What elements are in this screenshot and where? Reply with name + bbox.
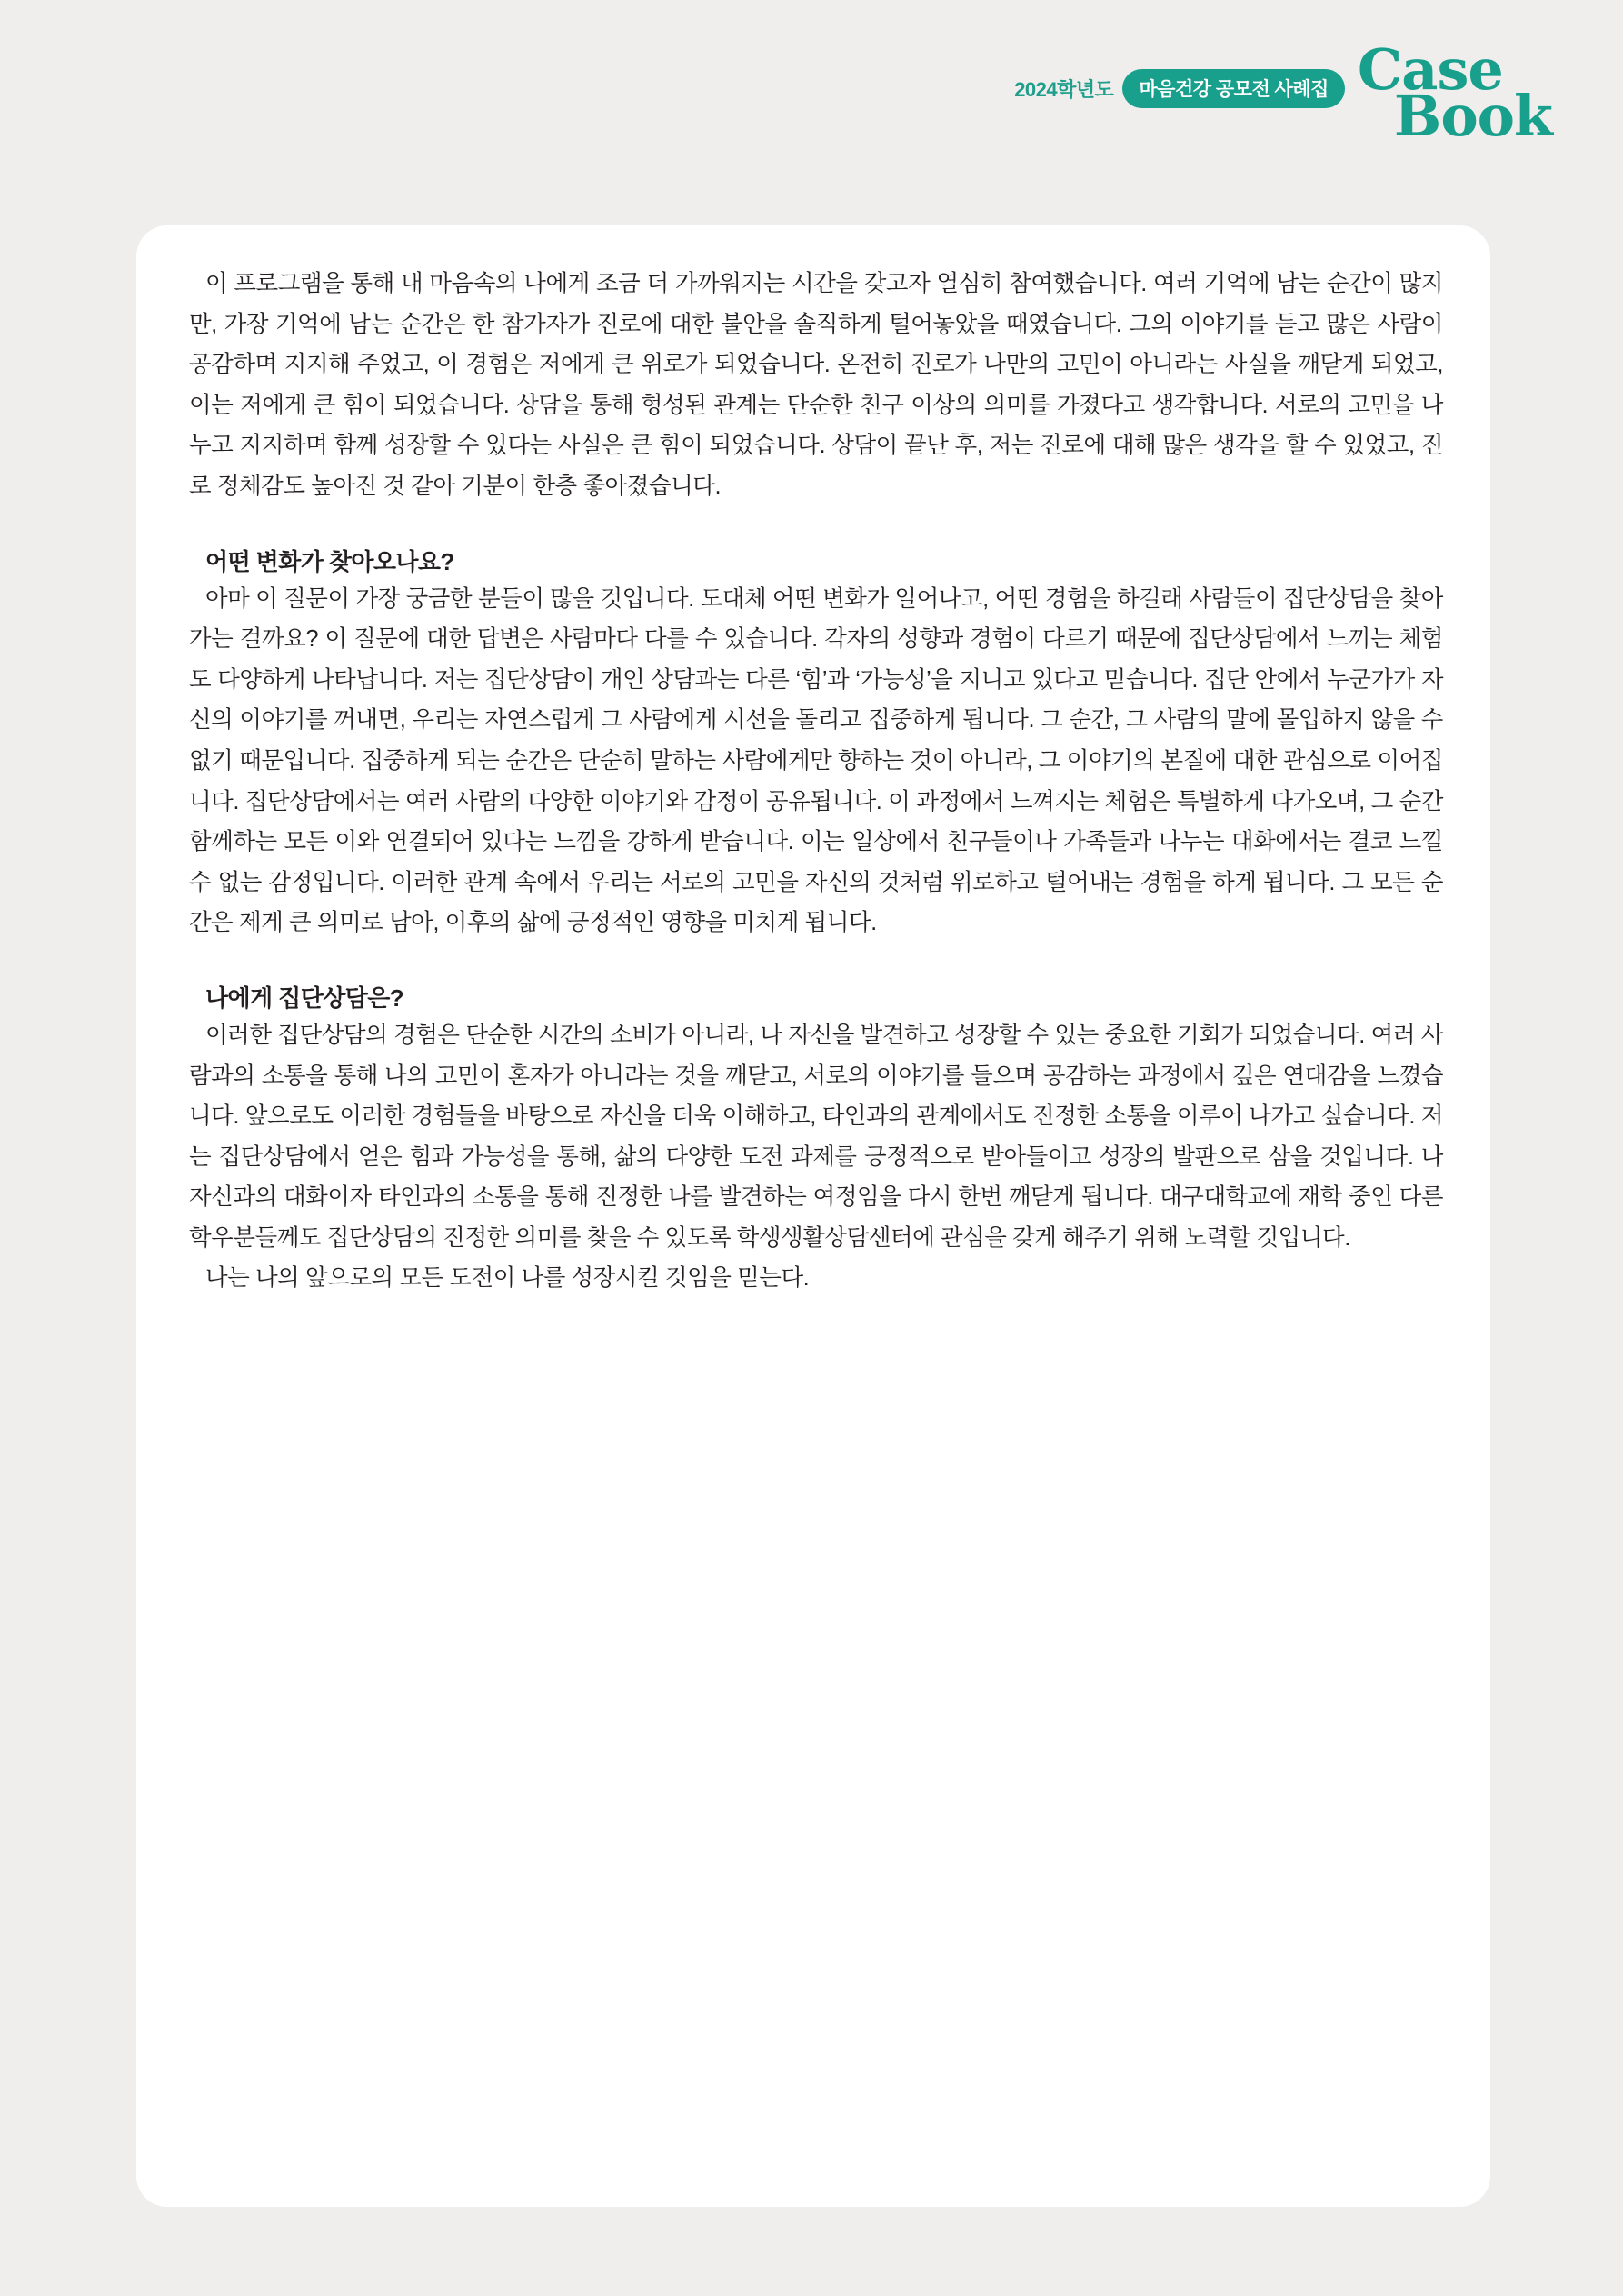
brand-year-label: 2024학년도 [1014, 77, 1114, 101]
casebook-brand-header [1014, 36, 1552, 150]
document-content [189, 264, 1443, 1299]
section-paragraph-change: 아마 이 질문이 가장 궁금한 분들이 많을 것입니다. 도대체 어떤 변화가 일어나고, 어떤 경험을 하길래 사람들이 집단상담을 찾아가는 걸까요? 이 질문에 대한 답변은 사람마다 다를 수 있습니다. 각자의 성향과 경험이 다르기 때문에 집단상담에서 느끼는 체험도 다양하게 나타납니다. 저는 집단상담이 개인 상담과는 다른 ‘힘’과 ‘가능성’을 지니고 있다고 믿습니다. 집단 안에서 누군가가 자신의 이야기를 꺼내면, 우리는 자연스럽게 그 사람에게 시선을 돌리고 집중하게 됩니다. 그 순간, 그 사람의 말에 몰입하지 않을 수 없기 때문입니다. 집중하게 되는 순간은 단순히 말하는 사람에게만 향하는 것이 아니라, 그 이야기의 본질에 대한 관심으로 이어집니다. 집단상담에서는 여러 사람의 다양한 이야기와 감정이 공유됩니다. 이 과정에서 느껴지는 체험은 특별하게 다가오며, 그 순간 함께하는 모든 이와 연결되어 있다는 느낌을 강하게 받습니다. 이는 일상에서 친구들이나 가족들과 나누는 대화에서는 결코 느낄 수 없는 감정입니다. 이러한 관계 속에서 우리는 서로의 고민을 자신의 것처럼 위로하고 털어내는 경험을 하게 됩니다. 그 모든 순간은 제게 큰 의미로 남아, 이후의 삶에 긍정적인 영향을 미치게 됩니다. [189, 585, 1443, 936]
section-title-meaning: 나에게 집단상담은? [205, 983, 404, 1012]
brand-tagline-group [1014, 69, 1345, 117]
intro-paragraph: 이 프로그램을 통해 내 마음속의 나에게 조금 더 가까워지는 시간을 갖고자 열심히 참여했습니다. 여러 기억에 남는 순간이 많지만, 가장 기억에 남는 순간은 한 참가자가 진로에 대한 불안을 솔직하게 털어놓았을 때였습니다. 그의 이야기를 듣고 많은 사람이 공감하며 지지해 주었고, 이 경험은 저에게 큰 위로가 되었습니다. 온전히 진로가 나만의 고민이 아니라는 사실을 깨닫게 되었고, 이는 저에게 큰 힘이 되었습니다. 상담을 통해 형성된 관계는 단순한 친구 이상의 의미를 가졌다고 생각합니다. 서로의 고민을 나누고 지지하며 함께 성장할 수 있다는 사실은 큰 힘이 되었습니다. 상담이 끝난 후, 저는 진로에 대해 많은 생각을 할 수 있었고, 진로 정체감도 높아진 것 같아 기분이 한층 좋아졌습니다. [189, 271, 1443, 499]
brand-tagline [1014, 69, 1345, 108]
section-paragraph-meaning: 이러한 집단상담의 경험은 단순한 시간의 소비가 아니라, 나 자신을 발견하고 성장할 수 있는 중요한 기회가 되었습니다. 여러 사람과의 소통을 통해 나의 고민이 혼자가 아니라는 것을 깨닫고, 서로의 이야기를 들으며 공감하는 과정에서 깊은 연대감을 느꼈습니다. 앞으로도 이러한 경험들을 바탕으로 자신을 더욱 이해하고, 타인과의 관계에서도 진정한 소통을 이루어 나가고 싶습니다. 저는 집단상담에서 얻은 힘과 가능성을 통해, 삶의 다양한 도전 과제를 긍정적으로 받아들이고 성장의 발판으로 삼을 것입니다. 나 자신과의 대화이자 타인과의 소통을 통해 진정한 나를 발견하는 여정임을 다시 한번 깨닫게 됩니다. 대구대학교에 재학 중인 다른 학우분들께도 집단상담의 진정한 의미를 찾을 수 있도록 학생생활상담센터에 관심을 갖게 해주기 위해 노력할 것입니다. [189, 1022, 1443, 1251]
brand-wordmark-case: Case [1357, 36, 1503, 103]
brand-wordmark [1357, 36, 1552, 150]
page-sheet [136, 225, 1490, 2207]
brand-contest-pill: 마음건강 공모전 사례집 [1122, 69, 1345, 108]
section-meaning [189, 980, 1443, 1299]
section-change [189, 544, 1443, 943]
brand-wordmark-book: Book [1393, 83, 1552, 150]
section-title-change: 어떤 변화가 찾아오나요? [205, 547, 454, 575]
closing-line: 나는 나의 앞으로의 모든 도전이 나를 성장시킬 것임을 믿는다. [205, 1265, 810, 1292]
